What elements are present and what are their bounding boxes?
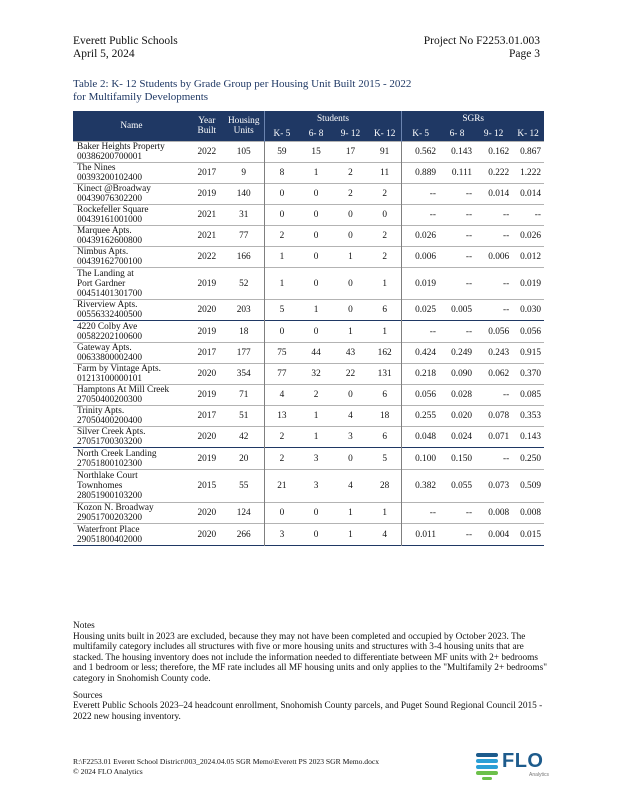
document-header-left	[73, 35, 178, 61]
students-cell: 2	[368, 247, 402, 268]
students-subheader: 6- 8	[299, 127, 333, 142]
year-built-cell: 2017	[190, 163, 224, 184]
students-cell: 0	[333, 448, 368, 470]
page-number: Page 3	[509, 48, 540, 60]
sgr-cell: 0.509	[512, 470, 544, 503]
students-cell: 4	[333, 406, 368, 427]
sgr-cell: 0.867	[512, 142, 544, 163]
sgr-cell: 0.024	[439, 427, 475, 448]
housing-units-cell: 177	[224, 343, 264, 364]
students-cell: 91	[368, 142, 402, 163]
students-cell: 5	[264, 300, 299, 321]
sgr-cell: --	[402, 321, 439, 343]
students-cell: 0	[368, 205, 402, 226]
students-cell: 4	[368, 524, 402, 546]
students-cell: 22	[333, 364, 368, 385]
table-row	[73, 268, 544, 300]
students-cell: 8	[264, 163, 299, 184]
table-row	[73, 448, 544, 470]
year-built-cell: 2020	[190, 503, 224, 524]
sgr-cell: 0.162	[475, 142, 512, 163]
property-name-cell: Marquee Apts. 00439162600800	[73, 226, 190, 247]
table-row	[73, 142, 544, 163]
property-name-cell: The Landing at Port Gardner 00451401301700	[73, 268, 190, 300]
students-cell: 6	[368, 300, 402, 321]
year-built-cell: 2017	[190, 343, 224, 364]
students-cell: 1	[333, 321, 368, 343]
column-header-name: Name	[73, 111, 190, 142]
housing-units-cell: 105	[224, 142, 264, 163]
housing-units-cell: 124	[224, 503, 264, 524]
sgr-cell: 0.026	[402, 226, 439, 247]
year-built-cell: 2020	[190, 427, 224, 448]
sgr-cell: 0.085	[512, 385, 544, 406]
students-cell: 43	[333, 343, 368, 364]
year-built-cell: 2022	[190, 247, 224, 268]
sgr-cell: 0.048	[402, 427, 439, 448]
column-group-sgrs: SGRs	[402, 111, 544, 127]
housing-units-cell: 77	[224, 226, 264, 247]
sgr-cell: 0.143	[512, 427, 544, 448]
sgr-cell: 0.006	[475, 247, 512, 268]
sgr-cell: 0.243	[475, 343, 512, 364]
sgr-cell: 0.073	[475, 470, 512, 503]
table-row	[73, 343, 544, 364]
students-cell: 11	[368, 163, 402, 184]
sgr-cell: 0.071	[475, 427, 512, 448]
caption-line-2: for Multifamily Developments	[73, 91, 209, 103]
students-cell: 1	[333, 524, 368, 546]
students-cell: 1	[333, 503, 368, 524]
sources-heading: Sources	[73, 690, 103, 701]
caption-line-1: Table 2: K- 12 Students by Grade Group per Housing Unit Built 2015 - 2022	[73, 78, 412, 90]
year-built-cell: 2020	[190, 364, 224, 385]
students-cell: 15	[299, 142, 333, 163]
students-cell: 0	[333, 205, 368, 226]
sgr-cell: 0.025	[402, 300, 439, 321]
students-cell: 3	[333, 427, 368, 448]
table-caption	[73, 78, 543, 104]
students-cell: 0	[264, 184, 299, 205]
sgr-cell: 0.370	[512, 364, 544, 385]
students-cell: 2	[264, 448, 299, 470]
document-date: April 5, 2024	[73, 48, 135, 60]
students-cell: 77	[264, 364, 299, 385]
students-subheader: 9- 12	[333, 127, 368, 142]
housing-units-cell: 9	[224, 163, 264, 184]
sgr-cell: 0.915	[512, 343, 544, 364]
students-cell: 131	[368, 364, 402, 385]
year-built-cell: 2020	[190, 524, 224, 546]
students-cell: 6	[368, 427, 402, 448]
sources-text: Everett Public Schools 2023–24 headcount enrollment, Snohomish County parcels, and Puget Sound Regional Council 2015 - 2022 new housing inventory.	[73, 701, 543, 722]
sgr-subheader: 6- 8	[439, 127, 475, 142]
property-name-cell: Hamptons At Mill Creek 27050400200300	[73, 385, 190, 406]
sgr-cell: --	[439, 503, 475, 524]
sgr-cell: 0.006	[402, 247, 439, 268]
sgr-cell: 0.143	[439, 142, 475, 163]
students-cell: 3	[264, 524, 299, 546]
students-cell: 32	[299, 364, 333, 385]
sgr-cell: --	[439, 184, 475, 205]
students-cell: 0	[333, 268, 368, 300]
students-cell: 3	[299, 448, 333, 470]
students-cell: 2	[264, 427, 299, 448]
sgr-cell: --	[439, 321, 475, 343]
table-row	[73, 524, 544, 546]
students-subheader: K- 12	[368, 127, 402, 142]
sgr-cell: 0.562	[402, 142, 439, 163]
sgr-cell: 1.222	[512, 163, 544, 184]
sgr-cell: 0.019	[402, 268, 439, 300]
sgr-cell: 0.218	[402, 364, 439, 385]
students-cell: 0	[333, 300, 368, 321]
sgr-cell: --	[475, 205, 512, 226]
year-built-cell: 2019	[190, 448, 224, 470]
housing-units-cell: 20	[224, 448, 264, 470]
sgr-cell: --	[439, 268, 475, 300]
table-row	[73, 503, 544, 524]
sgr-cell: --	[402, 503, 439, 524]
students-cell: 2	[368, 184, 402, 205]
year-built-cell: 2015	[190, 470, 224, 503]
students-cell: 1	[333, 247, 368, 268]
students-cell: 1	[264, 268, 299, 300]
column-header-units: Housing Units	[224, 111, 264, 142]
students-cell: 2	[333, 184, 368, 205]
students-cell: 4	[264, 385, 299, 406]
year-built-cell: 2022	[190, 142, 224, 163]
sgr-cell: --	[439, 247, 475, 268]
students-cell: 4	[333, 470, 368, 503]
year-built-cell: 2019	[190, 385, 224, 406]
property-name-cell: 4220 Colby Ave 00582202100600	[73, 321, 190, 343]
students-cell: 0	[333, 226, 368, 247]
sgr-cell: 0.255	[402, 406, 439, 427]
students-cell: 0	[299, 524, 333, 546]
copyright: © 2024 FLO Analytics	[73, 766, 143, 776]
sgr-cell: --	[475, 226, 512, 247]
students-cell: 0	[264, 321, 299, 343]
table-row	[73, 226, 544, 247]
sgr-cell: 0.026	[512, 226, 544, 247]
sgr-cell: 0.012	[512, 247, 544, 268]
sgr-cell: 0.056	[402, 385, 439, 406]
notes-heading: Notes	[73, 621, 95, 631]
year-built-cell: 2021	[190, 226, 224, 247]
sgr-subheader: K- 5	[402, 127, 439, 142]
housing-units-cell: 354	[224, 364, 264, 385]
students-cell: 162	[368, 343, 402, 364]
year-built-cell: 2019	[190, 321, 224, 343]
students-cell: 18	[368, 406, 402, 427]
table-row	[73, 184, 544, 205]
sgr-cell: 0.353	[512, 406, 544, 427]
students-cell: 0	[299, 321, 333, 343]
sgr-cell: 0.008	[512, 503, 544, 524]
table-row	[73, 163, 544, 184]
year-built-cell: 2019	[190, 184, 224, 205]
property-name-cell: North Creek Landing 27051800102300	[73, 448, 190, 470]
sgr-cell: --	[512, 205, 544, 226]
property-name-cell: Waterfront Place 29051800402000	[73, 524, 190, 546]
sgr-cell: 0.030	[512, 300, 544, 321]
students-subheader: K- 5	[264, 127, 299, 142]
students-cell: 0	[264, 503, 299, 524]
sgr-cell: --	[402, 184, 439, 205]
sgr-cell: 0.889	[402, 163, 439, 184]
students-cell: 1	[299, 406, 333, 427]
sgr-cell: --	[475, 300, 512, 321]
logo-wordmark: FLO	[502, 750, 544, 772]
students-cell: 75	[264, 343, 299, 364]
students-cell: 1	[368, 268, 402, 300]
property-name-cell: Baker Heights Property 00386200700001	[73, 142, 190, 163]
year-built-cell: 2019	[190, 268, 224, 300]
sgr-cell: 0.062	[475, 364, 512, 385]
students-cell: 0	[299, 184, 333, 205]
sgr-cell: 0.150	[439, 448, 475, 470]
students-cell: 3	[299, 470, 333, 503]
students-cell: 2	[368, 226, 402, 247]
sgr-subheader: K- 12	[512, 127, 544, 142]
notes-text: Housing units built in 2023 are excluded, because they may not have been completed and occupied by October 2023. The multifamily category includes all structures with five or more housing units and structures with 3-4 housing units that are stacked. The housing inventory does not include the information needed to differentiate between MF units with 2+ bedrooms and 1 bedroom or less; therefore, the MF rate includes all MF housing units and only applies to the "Multifamily 2+ bedrooms" category in Snohomish County code.	[73, 631, 547, 684]
sgr-cell: 0.424	[402, 343, 439, 364]
property-name-cell: Silver Creek Apts. 27051700303200	[73, 427, 190, 448]
students-cell: 1	[299, 300, 333, 321]
property-name-cell: Riverview Apts. 00556332400500	[73, 300, 190, 321]
students-cell: 21	[264, 470, 299, 503]
sgr-cell: 0.015	[512, 524, 544, 546]
sgr-cell: --	[439, 205, 475, 226]
students-cell: 2	[299, 385, 333, 406]
students-cell: 28	[368, 470, 402, 503]
table-row	[73, 427, 544, 448]
sgr-cell: 0.008	[475, 503, 512, 524]
column-header-year: Year Built	[190, 111, 224, 142]
sgr-cell: 0.056	[512, 321, 544, 343]
students-cell: 0	[264, 205, 299, 226]
students-cell: 2	[264, 226, 299, 247]
housing-units-cell: 203	[224, 300, 264, 321]
table-row	[73, 385, 544, 406]
sgr-cell: 0.222	[475, 163, 512, 184]
property-name-cell: Northlake Court Townhomes 28051900103200	[73, 470, 190, 503]
students-cell: 0	[299, 226, 333, 247]
housing-units-cell: 266	[224, 524, 264, 546]
property-name-cell: Kozon N. Broadway 29051700203200	[73, 503, 190, 524]
sgr-cell: --	[439, 524, 475, 546]
housing-units-cell: 51	[224, 406, 264, 427]
table-row	[73, 406, 544, 427]
logo-subtitle: Analytics	[529, 772, 550, 778]
sgr-cell: --	[475, 385, 512, 406]
sgr-cell: 0.382	[402, 470, 439, 503]
sgr-cell: 0.020	[439, 406, 475, 427]
document-footer	[73, 757, 379, 776]
project-number: Project No F2253.01.003	[423, 35, 540, 47]
property-name-cell: Kinect @Broadway 00439076302200	[73, 184, 190, 205]
sgr-cell: 0.111	[439, 163, 475, 184]
sgr-cell: 0.019	[512, 268, 544, 300]
sgr-cell: --	[439, 226, 475, 247]
property-name-cell: Trinity Apts. 27050400200400	[73, 406, 190, 427]
notes-section	[73, 621, 548, 722]
students-cell: 5	[368, 448, 402, 470]
students-cell: 59	[264, 142, 299, 163]
year-built-cell: 2021	[190, 205, 224, 226]
table-row	[73, 470, 544, 503]
table-row	[73, 364, 544, 385]
table-row	[73, 300, 544, 321]
students-cell: 1	[368, 503, 402, 524]
organization-name: Everett Public Schools	[73, 35, 178, 47]
students-cell: 0	[299, 268, 333, 300]
students-cell: 1	[299, 427, 333, 448]
sgr-cell: 0.014	[475, 184, 512, 205]
housing-units-cell: 31	[224, 205, 264, 226]
housing-units-cell: 42	[224, 427, 264, 448]
housing-units-cell: 71	[224, 385, 264, 406]
students-cell: 0	[333, 385, 368, 406]
sgr-cell: 0.005	[439, 300, 475, 321]
students-cell: 13	[264, 406, 299, 427]
students-cell: 1	[264, 247, 299, 268]
table-row	[73, 247, 544, 268]
property-name-cell: The Nines 00393200102400	[73, 163, 190, 184]
sgr-cell: 0.250	[512, 448, 544, 470]
year-built-cell: 2017	[190, 406, 224, 427]
sgr-cell: --	[402, 205, 439, 226]
housing-units-cell: 55	[224, 470, 264, 503]
property-name-cell: Rockefeller Square 00439161001000	[73, 205, 190, 226]
students-cell: 1	[299, 163, 333, 184]
housing-units-cell: 166	[224, 247, 264, 268]
table-row	[73, 321, 544, 343]
sgr-cell: 0.100	[402, 448, 439, 470]
file-path: R:\F2253.01 Everett School District\003_2024.04.05 SGR Memo\Everett PS 2023 SGR Memo.docx	[73, 757, 380, 766]
students-cell: 17	[333, 142, 368, 163]
sgr-cell: --	[475, 268, 512, 300]
document-header-right	[424, 35, 540, 61]
table-row	[73, 205, 544, 226]
sgr-cell: 0.014	[512, 184, 544, 205]
housing-units-cell: 18	[224, 321, 264, 343]
sgr-cell: 0.249	[439, 343, 475, 364]
sgr-cell: 0.028	[439, 385, 475, 406]
students-cell: 0	[299, 503, 333, 524]
column-group-students: Students	[264, 111, 402, 127]
sgr-cell: 0.090	[439, 364, 475, 385]
students-cell: 6	[368, 385, 402, 406]
students-cell: 0	[299, 205, 333, 226]
students-cell: 2	[333, 163, 368, 184]
students-cell: 1	[368, 321, 402, 343]
sgr-cell: 0.078	[475, 406, 512, 427]
property-name-cell: Farm by Vintage Apts. 01213100000101	[73, 364, 190, 385]
sgr-subheader: 9- 12	[475, 127, 512, 142]
housing-units-cell: 140	[224, 184, 264, 205]
housing-units-cell: 52	[224, 268, 264, 300]
sgr-cell: 0.055	[439, 470, 475, 503]
sgr-cell: 0.056	[475, 321, 512, 343]
sgr-cell: --	[475, 448, 512, 470]
property-name-cell: Gateway Apts. 00633800002400	[73, 343, 190, 364]
students-table	[73, 111, 544, 546]
year-built-cell: 2020	[190, 300, 224, 321]
property-name-cell: Nimbus Apts. 00439162700100	[73, 247, 190, 268]
sgr-cell: 0.011	[402, 524, 439, 546]
students-cell: 44	[299, 343, 333, 364]
students-cell: 0	[299, 247, 333, 268]
sgr-cell: 0.004	[475, 524, 512, 546]
